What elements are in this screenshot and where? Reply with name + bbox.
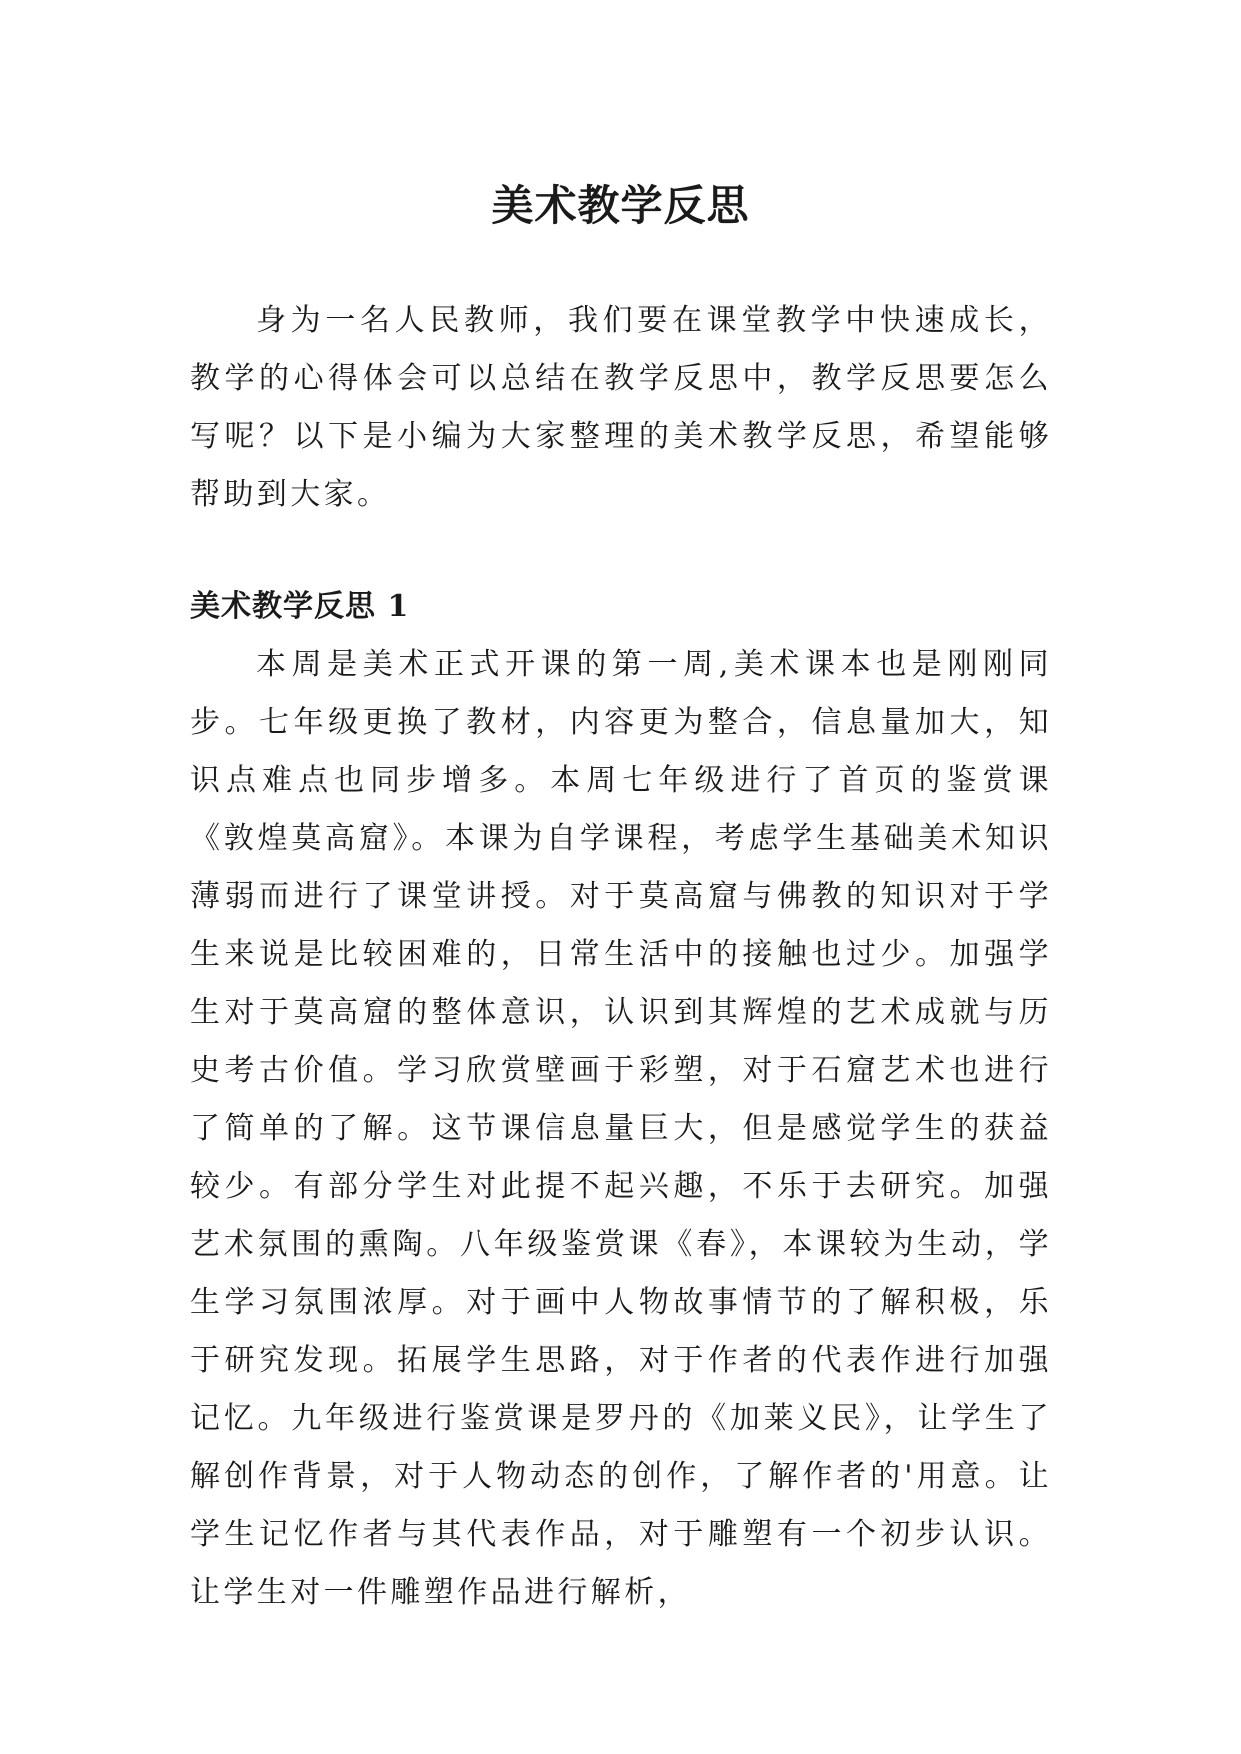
section-heading: 美术教学反思 1: [190, 589, 410, 624]
intro-paragraph: 身为一名人民教师，我们要在课堂教学中快速成长，教学的心得体会可以总结在教学反思中，教学反思要怎么写呢？以下是小编为大家整理的美术教学反思，希望能够帮助到大家。: [190, 303, 1052, 512]
section-paragraph: 本周是美术正式开课的第一周,美术课本也是刚刚同步。七年级更换了教材，内容更为整合，信息量加大，知识点难点也同步增多。本周七年级进行了首页的鉴赏课《敦煌莫高窟》。本课为自学课程，考虑学生基础美术知识薄弱而进行了课堂讲授。对于莫高窟与佛教的知识对于学生来说是比较困难的，日常生活中的接触也过少。加强学生对于莫高窟的整体意识，认识到其辉煌的艺术成就与历史考古价值。学习欣赏壁画于彩塑，对于石窟艺术也进行了简单的了解。这节课信息量巨大，但是感觉学生的获益较少。有部分学生对此提不起兴趣，不乐于去研究。加强艺术氛围的熏陶。八年级鉴赏课《春》，本课较为生动，学生学习氛围浓厚。对于画中人物故事情节的了解积极，乐于研究发现。拓展学生思路，对于作者的代表作进行加强记忆。九年级进行鉴赏课是罗丹的《加莱义民》，让学生了解创作背景，对于人物动态的创作，了解作者的'用意。让学生记忆作者与其代表作品，对于雕塑有一个初步认识。让学生对一件雕塑作品进行解析，: [190, 647, 1052, 1610]
page-title: 美术教学反思: [491, 181, 750, 231]
